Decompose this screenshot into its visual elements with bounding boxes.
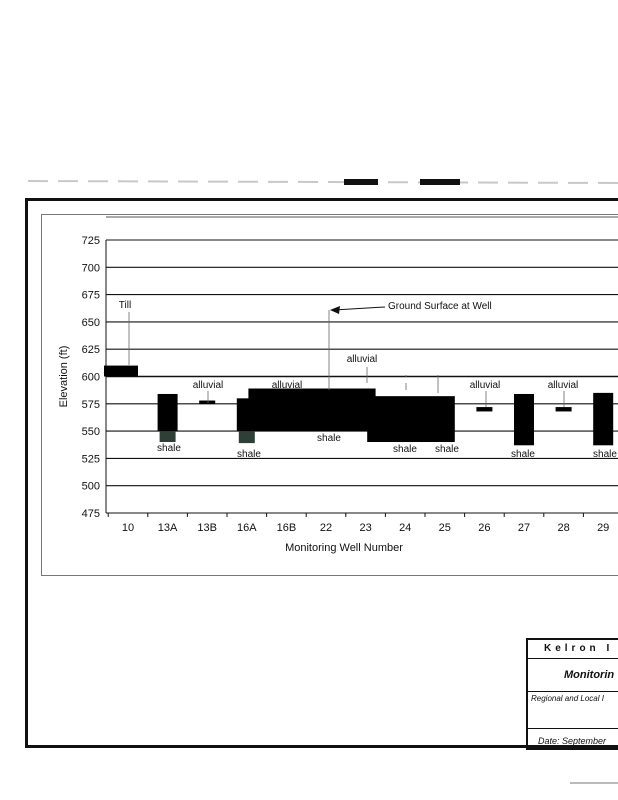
callout-arrow-line: [334, 307, 385, 310]
shale-label: shale: [435, 444, 459, 455]
x-tick-label: 16A: [237, 522, 257, 534]
x-tick-label: 23: [359, 522, 372, 534]
scan-artifact-line: [28, 178, 618, 188]
shale-zone-bar: [239, 431, 255, 443]
x-tick-label: 13A: [157, 522, 178, 534]
well-screen-bar: [199, 401, 215, 404]
title-block: [526, 638, 618, 750]
well-screen-bar: [476, 407, 492, 411]
x-tick-label: 27: [517, 522, 531, 534]
drawing-title: Monitorin: [528, 659, 618, 692]
well-screen-bar: [593, 393, 613, 445]
chart-panel: [41, 214, 618, 576]
x-axis-title: Monitoring Well Number: [285, 542, 403, 554]
shale-label: shale: [511, 449, 535, 460]
y-tick-label: 475: [81, 508, 100, 520]
shale-label: shale: [317, 433, 341, 444]
x-tick-label: 13B: [197, 522, 217, 534]
y-tick-label: 625: [81, 344, 100, 357]
alluvial-label: alluvial: [192, 380, 224, 391]
x-tick-label: 26: [478, 522, 491, 534]
y-tick-label: 650: [81, 316, 100, 329]
y-tick-label: 575: [81, 398, 100, 411]
callout-arrowhead: [330, 306, 340, 314]
well-screen-bar: [556, 407, 572, 411]
y-tick-label: 550: [81, 426, 100, 439]
well-screen-bar: [158, 394, 178, 431]
x-tick-label: 22: [319, 522, 333, 534]
x-tick-label: 28: [557, 522, 570, 534]
alluvial-label: alluvial: [469, 380, 501, 391]
x-tick-label: 10: [121, 522, 135, 534]
shale-label: shale: [393, 444, 417, 455]
well-screen-bar: [248, 389, 375, 432]
shale-label: shale: [593, 449, 617, 460]
shale-zone-bar: [160, 431, 176, 442]
y-tick-label: 700: [81, 262, 100, 275]
well-screen-bar: [514, 394, 534, 445]
alluvial-label: alluvial: [346, 354, 378, 365]
elevation-chart: [42, 215, 618, 577]
y-tick-label: 500: [81, 480, 100, 493]
well-screen-bar: [367, 396, 455, 442]
x-tick-label: 29: [597, 522, 610, 534]
y-axis-title: Elevation (ft): [58, 345, 70, 408]
drawing-date: Date: September: [538, 736, 607, 746]
well-screen-bar: [104, 366, 138, 377]
y-tick-label: 600: [81, 371, 100, 384]
till-label: Till: [118, 300, 132, 311]
ground-surface-callout: Ground Surface at Well: [388, 301, 492, 312]
shale-label: shale: [237, 449, 261, 460]
drawing-subtitle: Regional and Local I: [528, 692, 618, 729]
scan-mark: [570, 782, 618, 784]
shale-label: shale: [157, 443, 181, 454]
x-tick-label: 25: [438, 522, 451, 534]
alluvial-label: alluvial: [271, 380, 303, 391]
x-tick-label: 24: [399, 522, 412, 534]
alluvial-label: alluvial: [547, 380, 579, 391]
company-name: Kelron I: [528, 640, 618, 659]
y-tick-label: 675: [81, 289, 100, 302]
x-tick-label: 16B: [276, 522, 297, 534]
y-tick-label: 525: [81, 453, 100, 466]
y-tick-label: 725: [81, 235, 100, 247]
